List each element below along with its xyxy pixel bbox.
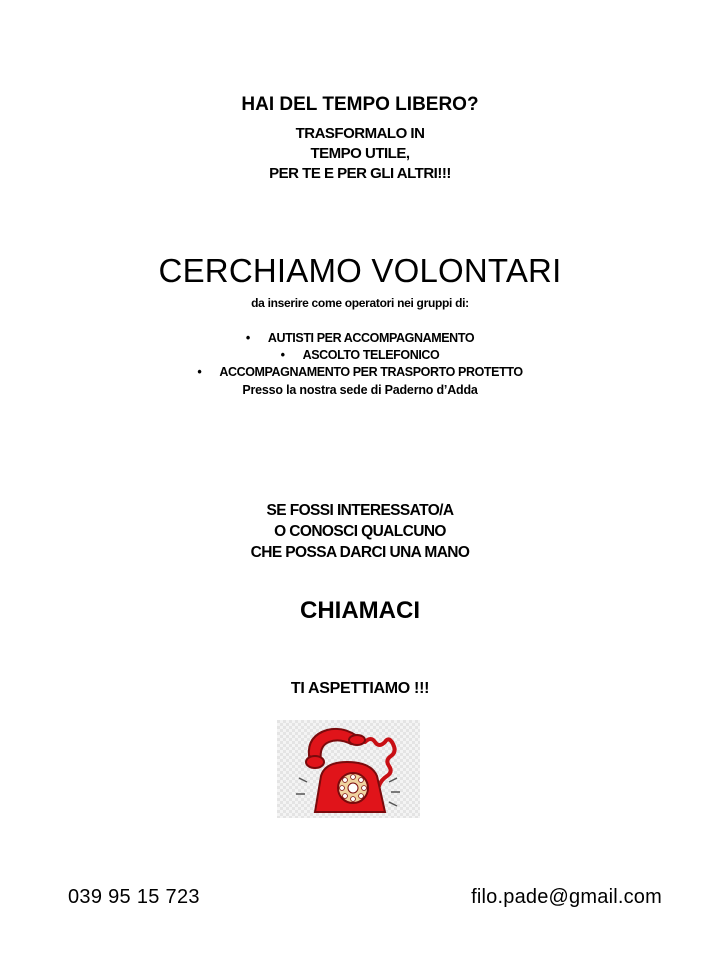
list-item-label: AUTISTI PER ACCOMPAGNAMENTO (267, 331, 475, 345)
location-text: Presso la nostra sede di Paderno d’Adda (242, 383, 478, 397)
subtitle: da inserire come operatori nei gruppi di: (251, 296, 469, 310)
interest-text (0, 500, 720, 563)
bullet-icon: • (197, 365, 202, 379)
bullet-icon: • (245, 331, 250, 345)
page-title: CERCHIAMO VOLONTARI (158, 252, 562, 289)
list-item-label: ACCOMPAGNAMENTO PER TRASPORTO PROTETTO (219, 365, 523, 379)
headline: HAI DEL TEMPO LIBERO? (241, 94, 479, 115)
closing-text: TI ASPETTIAMO !!! (290, 680, 430, 697)
bullet-icon: • (280, 348, 285, 362)
list-item-label: ASCOLTO TELEFONICO (302, 348, 440, 362)
subheadline-line-1: TRASFORMALO IN (295, 125, 425, 142)
list-item (0, 347, 720, 364)
email-address: filo.pade@gmail.com (471, 886, 662, 908)
list-item (0, 364, 720, 381)
subheadline-line-2: TEMPO UTILE, (310, 145, 410, 162)
phone-number: 039 95 15 723 (68, 886, 200, 908)
subheadline (0, 124, 720, 184)
interest-line-2: O CONOSCI QUALCUNO (274, 523, 446, 540)
interest-line-3: CHE POSSA DARCI UNA MANO (250, 544, 470, 561)
group-list (0, 330, 720, 381)
call-to-action: CHIAMACI (300, 597, 420, 624)
red-rotary-telephone-icon (277, 720, 420, 818)
interest-line-1: SE FOSSI INTERESSATO/A (266, 502, 454, 519)
subheadline-line-3: PER TE E PER GLI ALTRI!!! (269, 165, 451, 182)
list-item (0, 330, 720, 347)
